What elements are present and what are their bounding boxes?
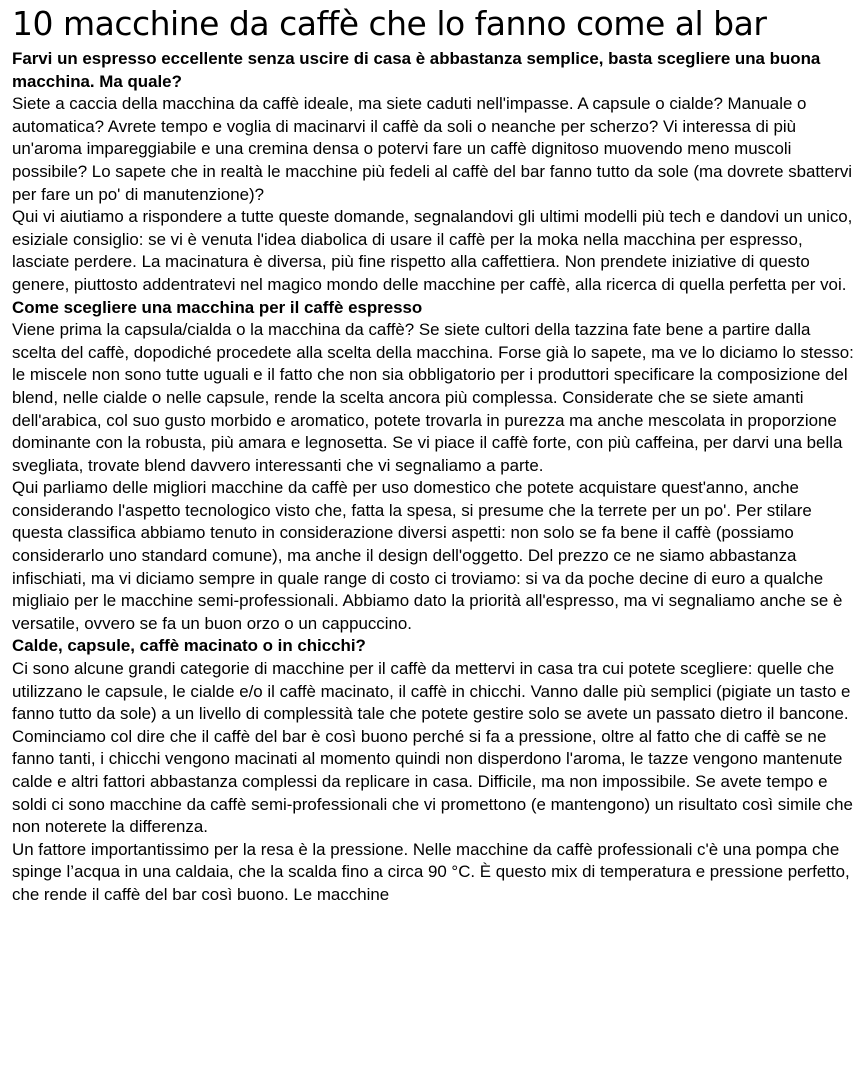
paragraph-capsule-blend: Viene prima la capsula/cialda o la macchina da caffè? Se siete cultori della tazzina fate bene a partire dalla scelta del caffè, dopodiché procedete alla scelta della macchina. Forse già lo sapete, ma ve lo diciamo lo stesso: le miscele non sono tutte uguali e il fatto che non sia obbligatorio per i produttori specificare la composizione del blend, nelle cialde o nelle capsule, rende la scelta ancora più complessa. Considerate che se siete amanti dell'arabica, col suo gusto morbido e aromatico, potete trovarla in purezza ma anche mescolata in proporzione dominante con la robusta, più amara e legnosetta. Se vi piace il caffè forte, con più caffeina, per darvi una bella svegliata, trovate blend davvero interessanti che vi segnaliamo a parte. [12,320,854,475]
paragraph-advice: Qui vi aiutiamo a rispondere a tutte queste domande, segnalandovi gli ultimi modelli più tech e dandovi un unico, esiziale consiglio: se vi è venuta l'idea diabolica di usare il caffè per la moka nella macchina per espresso, lasciate perdere. La macinatura è diversa, più fine rispetto alla caffettiera. Non prendete iniziative di questo genere, piuttosto addentratevi nel magico mondo delle macchine per caffè, alla ricerca di quella perfetta per voi. [12,207,853,294]
section-heading-choose: Come scegliere una macchina per il caffè espresso [12,297,423,317]
paragraph-intro: Siete a caccia della macchina da caffè ideale, ma siete caduti nell'impasse. A capsule o cialde? Manuale o automatica? Avrete tempo e voglia di macinarvi il caffè da soli o neanche per scherzo? Vi interessa di più un'aroma impareggiabile e una cremina densa o potervi fare un caffè dignitoso muovendo meno muscoli possibile? Lo sapete che in realtà le macchine più fedeli al caffè del bar fanno tutto da sole (ma dovrete sbattervi per fare un po' di manutenzione)? [12,94,853,204]
paragraph-pressure: Un fattore importantissimo per la resa è la pressione. Nelle macchine da caffè professionali c'è una pompa che spinge l’acqua in una caldaia, che la scalda fino a circa 90 °C. È questo mix di temperatura e pressione perfetto, che rende il caffè del bar così buono. Le macchine [12,839,850,904]
paragraph-categories: Ci sono alcune grandi categorie di macchine per il caffè da mettervi in casa tra cui potete scegliere: quelle che utilizzano le capsule, le cialde e/o il caffè macinato, il caffè in chicchi. Vanno dalle più semplici (pigiate un tasto e fanno tutto da sole) a un livello di complessità tale che potete gestire solo se avete un passato dietro il bancone. [12,659,851,724]
article-intro-bold: Farvi un espresso eccellente senza uscire di casa è abbastanza semplice, basta scegliere una buona macchina. Ma quale? [12,49,821,91]
article-title: 10 macchine da caffè che lo fanno come al bar [12,4,767,43]
paragraph-ranking: Qui parliamo delle migliori macchine da caffè per uso domestico che potete acquistare quest'anno, anche considerando l'aspetto tecnologico visto che, fatta la spesa, si presume che la terrete per un po'. Per stilare questa classifica abbiamo tenuto in considerazione diversi aspetti: non solo se fa bene il caffè (possiamo considerarlo uno standard comune), ma anche il design dell'oggetto. Del prezzo ce ne siamo abbastanza infischiati, ma vi diciamo sempre in quale range di costo ci troviamo: si va da poche decine di euro a qualche migliaio per le macchine semi-professionali. Abbiamo dato la priorità all'espresso, ma vi segnaliamo anche se è versatile, ovvero se fa un buon orzo o un cappuccino. [12,478,843,633]
paragraph-bar-coffee: Cominciamo col dire che il caffè del bar è così buono perché si fa a pressione, oltre al fatto che di caffè se ne fanno tanti, i chicchi vengono macinati al momento quindi non disperdono l'aroma, le tazze vengono mantenute calde e altri fattori abbastanza complessi da replicare in casa. Difficile, ma non impossibile. Se avete tempo e soldi ci sono macchine da caffè semi-professionali che vi promettono (e mantengono) un risultato così simile che non noterete la differenza. [12,726,853,837]
section-heading-categories: Calde, capsule, caffè macinato o in chicchi? [12,636,366,656]
